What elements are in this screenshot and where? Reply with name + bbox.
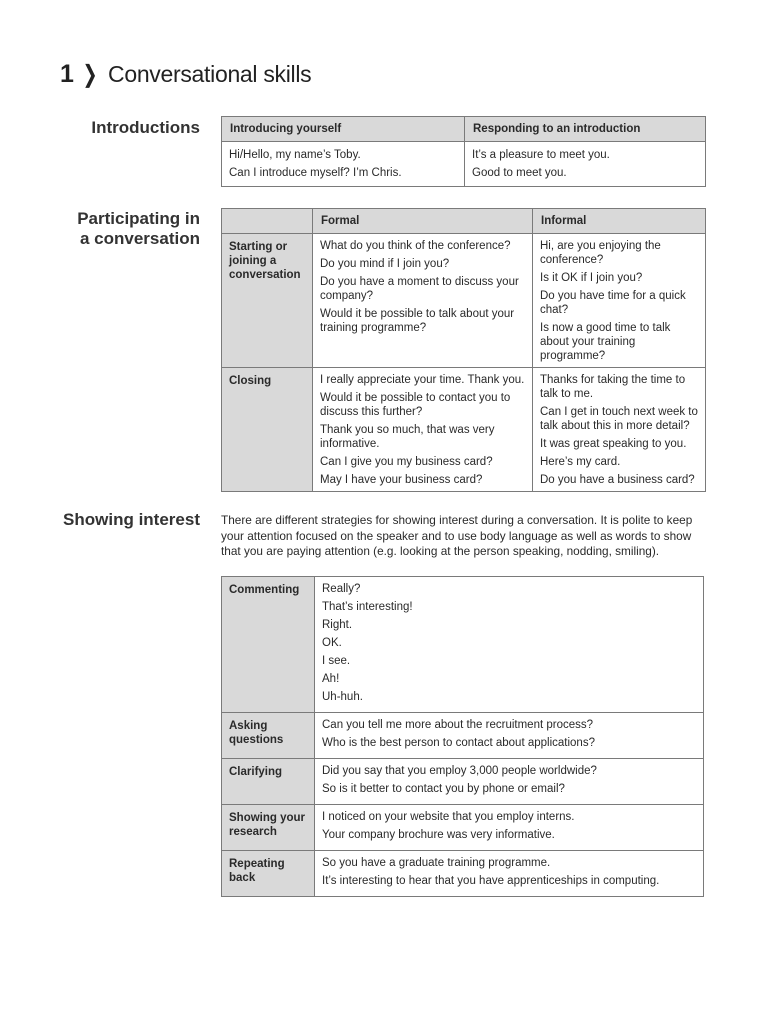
row-header: Commenting [222, 577, 315, 713]
showing-interest-table [221, 576, 704, 897]
phrase: May I have your business card? [320, 474, 483, 486]
phrase: I noticed on your website that you employ interns. [322, 811, 575, 823]
phrase: Do you mind if I join you? [320, 258, 450, 270]
phrase: Thanks for taking the time to talk to me. [540, 374, 686, 400]
row-header: Showing your research [222, 805, 315, 851]
table-cell [222, 142, 465, 187]
table-cell [315, 759, 704, 805]
phrase: Can I get in touch next week to talk about this in more detail? [540, 406, 698, 432]
phrase: Right. [322, 619, 353, 631]
phrase: That’s interesting! [322, 601, 413, 613]
phrase: So you have a graduate training programme. [322, 857, 551, 869]
table-cell [315, 713, 704, 759]
phrase: Really? [322, 583, 361, 595]
column-header: Responding to an introduction [465, 117, 706, 142]
row-header: Clarifying [222, 759, 315, 805]
phrase: Is it OK if I join you? [540, 272, 643, 284]
table-cell [315, 805, 704, 851]
row-header: Repeating back [222, 851, 315, 897]
intro-paragraph: There are different strategies for showing interest during a conversation. It is polite to keep your attention focused on the speaker and to use body language as well as words to show that you are paying attention (e.g. looking at the person speaking, nodding, smiling). [221, 513, 693, 558]
introductions-table [221, 116, 706, 187]
unit-number: 1 [60, 60, 74, 88]
phrase: So is it better to contact you by phone or email? [322, 783, 565, 795]
column-header: Formal [313, 209, 533, 234]
phrase: Who is the best person to contact about applications? [322, 737, 595, 749]
phrase: Thank you so much, that was very informative. [320, 424, 495, 450]
phrase: Do you have a moment to discuss your company? [320, 276, 519, 302]
table-cell [465, 142, 706, 187]
phrase: It’s a pleasure to meet you. [472, 149, 610, 161]
phrase: Can I give you my business card? [320, 456, 493, 468]
phrase: Did you say that you employ 3,000 people worldwide? [322, 765, 597, 777]
section-heading-showing-interest: Showing interest [63, 510, 200, 529]
column-header: Introducing yourself [222, 117, 465, 142]
table-cell [533, 368, 706, 492]
unit-heading [60, 60, 311, 89]
row-header: Starting or joining a conversation [222, 234, 313, 368]
section-heading-line: a conversation [80, 229, 200, 248]
section-heading-line: Participating in [77, 209, 200, 228]
participating-table [221, 208, 706, 492]
table-cell [313, 368, 533, 492]
phrase: Hi/Hello, my name’s Toby. [229, 149, 361, 161]
phrase: Hi, are you enjoying the conference? [540, 240, 661, 266]
unit-title: Conversational skills [108, 61, 312, 87]
table-cell [315, 577, 704, 713]
row-header: Closing [222, 368, 313, 492]
phrase: OK. [322, 637, 342, 649]
row-header: Asking questions [222, 713, 315, 759]
column-header: Informal [533, 209, 706, 234]
phrase: Here’s my card. [540, 456, 621, 468]
table-cell [315, 851, 704, 897]
phrase: Your company brochure was very informative. [322, 829, 555, 841]
phrase: It’s interesting to hear that you have apprenticeships in computing. [322, 875, 660, 887]
chevron-right-icon: ❯ [82, 61, 98, 88]
phrase: It was great speaking to you. [540, 438, 687, 450]
phrase: Ah! [322, 673, 340, 685]
phrase: I really appreciate your time. Thank you. [320, 374, 525, 386]
phrase: Can I introduce myself? I’m Chris. [229, 167, 402, 179]
phrase: I see. [322, 655, 351, 667]
phrase: Would it be possible to talk about your training programme? [320, 308, 515, 334]
phrase: Do you have a business card? [540, 474, 695, 486]
phrase: What do you think of the conference? [320, 240, 511, 252]
phrase: Uh-huh. [322, 691, 363, 703]
phrase: Do you have time for a quick chat? [540, 290, 686, 316]
table-cell [313, 234, 533, 368]
phrase: Good to meet you. [472, 167, 567, 179]
phrase: Can you tell me more about the recruitment process? [322, 719, 594, 731]
table-cell [533, 234, 706, 368]
phrase: Is now a good time to talk about your training programme? [540, 322, 671, 362]
column-header [222, 209, 313, 234]
phrase: Would it be possible to contact you to discuss this further? [320, 392, 511, 418]
section-heading-introductions: Introductions [91, 118, 200, 137]
section-heading-participating [77, 209, 200, 249]
